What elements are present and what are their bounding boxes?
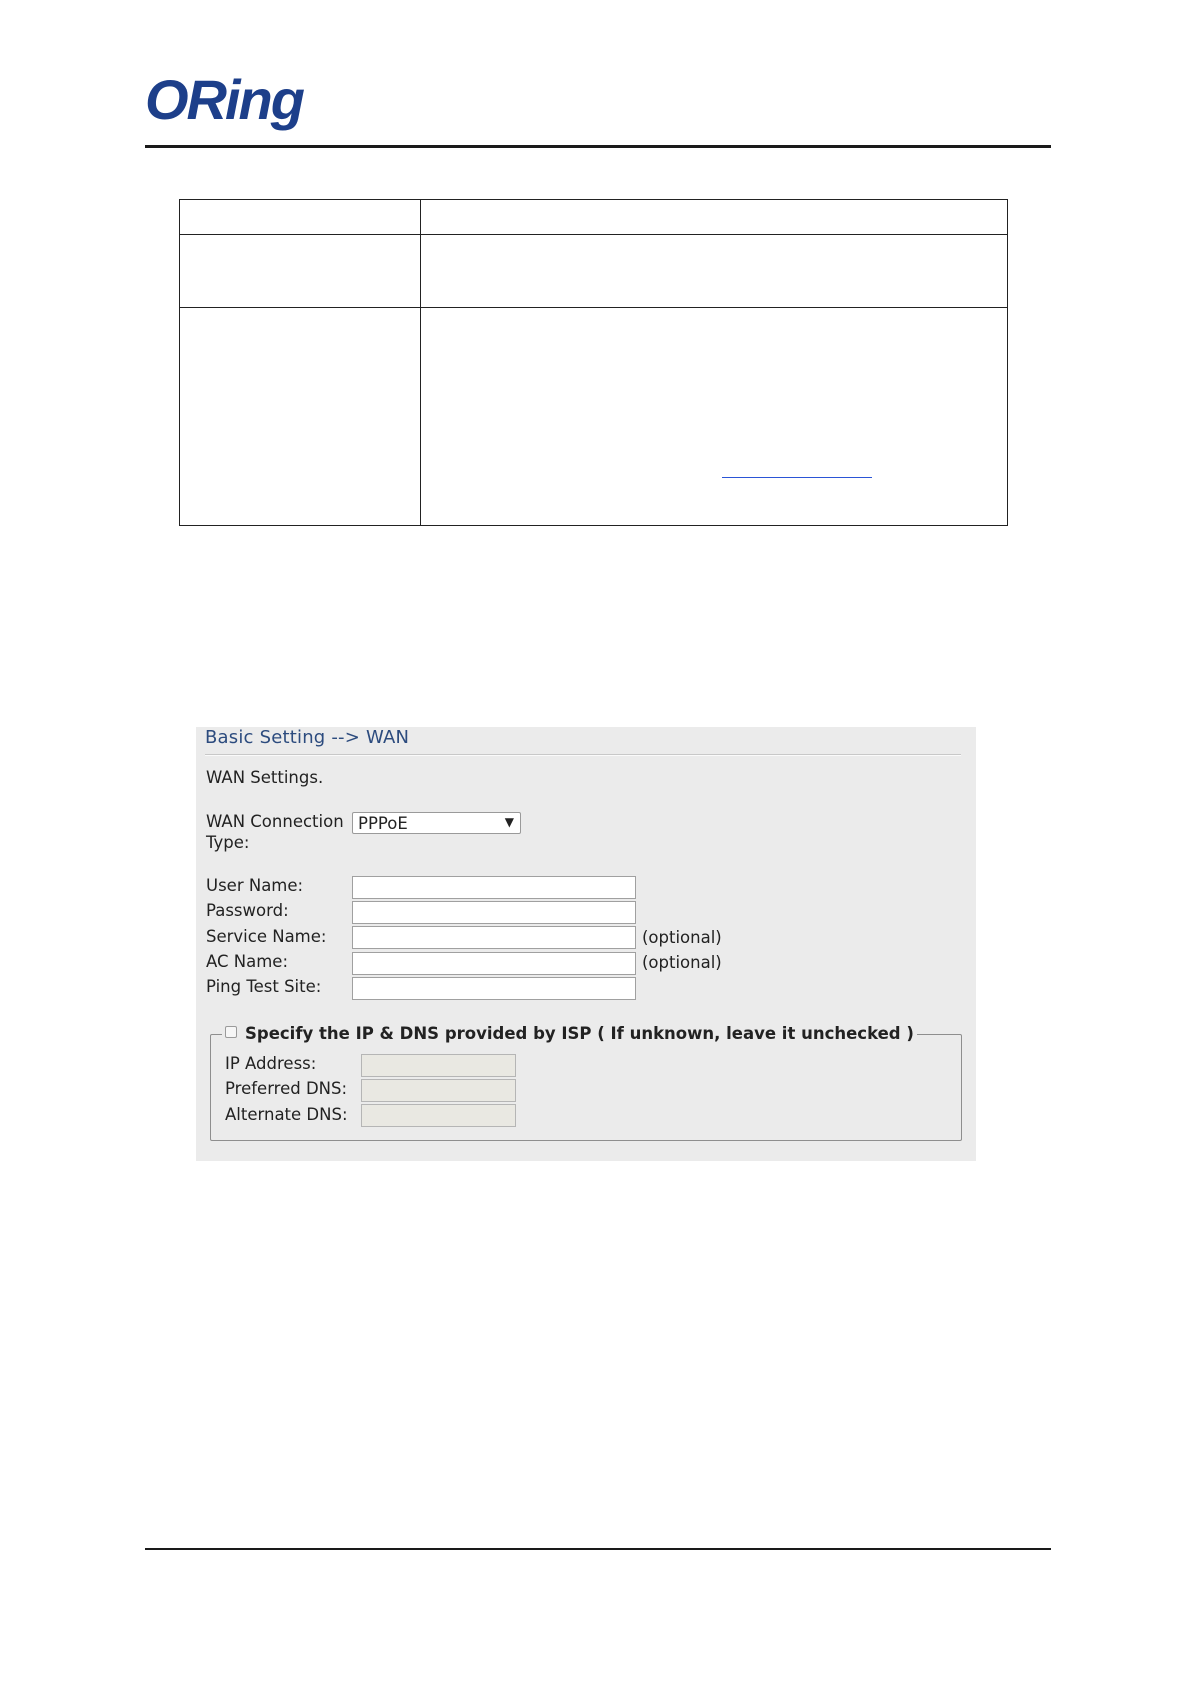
table-row bbox=[180, 235, 1008, 308]
specify-isp-checkbox[interactable] bbox=[225, 1026, 237, 1038]
dropdown-arrow-icon: ▼ bbox=[504, 815, 514, 829]
oring-logo: ORing bbox=[145, 68, 303, 131]
service-name-optional-note: (optional) bbox=[642, 928, 722, 947]
connection-type-label: WAN Connection Type: bbox=[206, 812, 344, 852]
page-title: Basic Setting --> WAN bbox=[205, 727, 410, 748]
ac-name-optional-note: (optional) bbox=[642, 953, 722, 972]
user-name-label: User Name: bbox=[206, 876, 304, 895]
preferred-dns-label: Preferred DNS: bbox=[225, 1079, 348, 1098]
ip-address-input[interactable] bbox=[361, 1054, 516, 1077]
alternate-dns-input[interactable] bbox=[361, 1104, 516, 1127]
wan-settings-panel bbox=[196, 727, 976, 1161]
ac-name-input[interactable] bbox=[352, 952, 636, 975]
footer-rule bbox=[145, 1548, 1051, 1550]
preferred-dns-input[interactable] bbox=[361, 1079, 516, 1102]
isp-settings-legend bbox=[222, 1024, 917, 1043]
isp-legend-text: Specify the IP & DNS provided by ISP ( If unknown, leave it unchecked ) bbox=[245, 1024, 914, 1043]
connection-type-select[interactable] bbox=[352, 812, 521, 834]
service-name-input[interactable] bbox=[352, 926, 636, 949]
table-cell bbox=[421, 235, 1008, 308]
table-cell bbox=[180, 308, 421, 526]
ping-test-site-label: Ping Test Site: bbox=[206, 977, 322, 996]
table-row bbox=[180, 200, 1008, 235]
title-divider bbox=[205, 754, 961, 755]
table-cell bbox=[180, 200, 421, 235]
table-cell bbox=[180, 235, 421, 308]
password-label: Password: bbox=[206, 901, 289, 920]
table-row bbox=[180, 308, 1008, 526]
ac-name-label: AC Name: bbox=[206, 952, 289, 971]
table-cell bbox=[421, 308, 1008, 526]
section-label: WAN Settings. bbox=[206, 768, 324, 787]
password-input[interactable] bbox=[352, 901, 636, 924]
hyperlink-underline[interactable] bbox=[722, 477, 872, 478]
parameter-table bbox=[179, 199, 1008, 526]
ip-address-label: IP Address: bbox=[225, 1054, 317, 1073]
service-name-label: Service Name: bbox=[206, 927, 327, 946]
alternate-dns-label: Alternate DNS: bbox=[225, 1105, 348, 1124]
header-rule bbox=[145, 145, 1051, 148]
table-cell bbox=[421, 200, 1008, 235]
connection-type-value: PPPoE bbox=[358, 814, 408, 833]
user-name-input[interactable] bbox=[352, 876, 636, 899]
ping-test-site-input[interactable] bbox=[352, 977, 636, 1000]
